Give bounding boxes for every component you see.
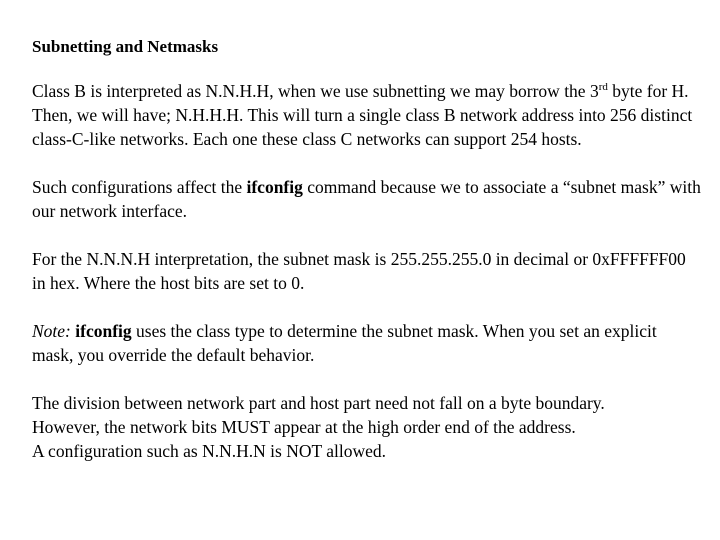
slide-content xyxy=(32,36,702,463)
page-title: Subnetting and Netmasks xyxy=(32,37,219,56)
ifconfig-command: ifconfig xyxy=(246,177,303,197)
paragraph-configurations xyxy=(32,175,702,223)
class-b-text-end: byte for H. Then, we will have; N.H.H.H. This will turn a single class B network address into 256 distinct class-C-like networks. Each one these class C networks can support 254 hosts. xyxy=(32,81,693,149)
ifconfig-command-note: ifconfig xyxy=(75,321,132,341)
paragraph-subnet-mask: For the N.N.N.H interpretation, the subnet mask is 255.255.255.0 in decimal or 0xFFFFFF00 in hex. Where the host bits are set to 0. xyxy=(32,249,686,293)
boundary-line-2: However, the network bits MUST appear at the high order end of the address. xyxy=(32,417,576,437)
config-text-end: command because we to associate a “subnet mask” with our network interface. xyxy=(32,177,701,221)
paragraph-note xyxy=(32,319,702,367)
config-text-start: Such configurations affect the xyxy=(32,177,247,197)
paragraph-byte-boundary xyxy=(32,391,702,463)
note-text: uses the class type to determine the subnet mask. When you set an explicit mask, you override the default behavior. xyxy=(32,321,657,365)
boundary-line-3: A configuration such as N.N.H.N is NOT allowed. xyxy=(32,441,386,461)
boundary-line-1: The division between network part and host part need not fall on a byte boundary. xyxy=(32,393,605,413)
ordinal-suffix: rd xyxy=(598,81,608,93)
class-b-text-start: Class B is interpreted as N.N.H.H, when we use subnetting we may borrow the 3 xyxy=(32,81,599,101)
paragraph-class-b xyxy=(32,79,702,151)
note-label: Note: xyxy=(32,321,71,341)
